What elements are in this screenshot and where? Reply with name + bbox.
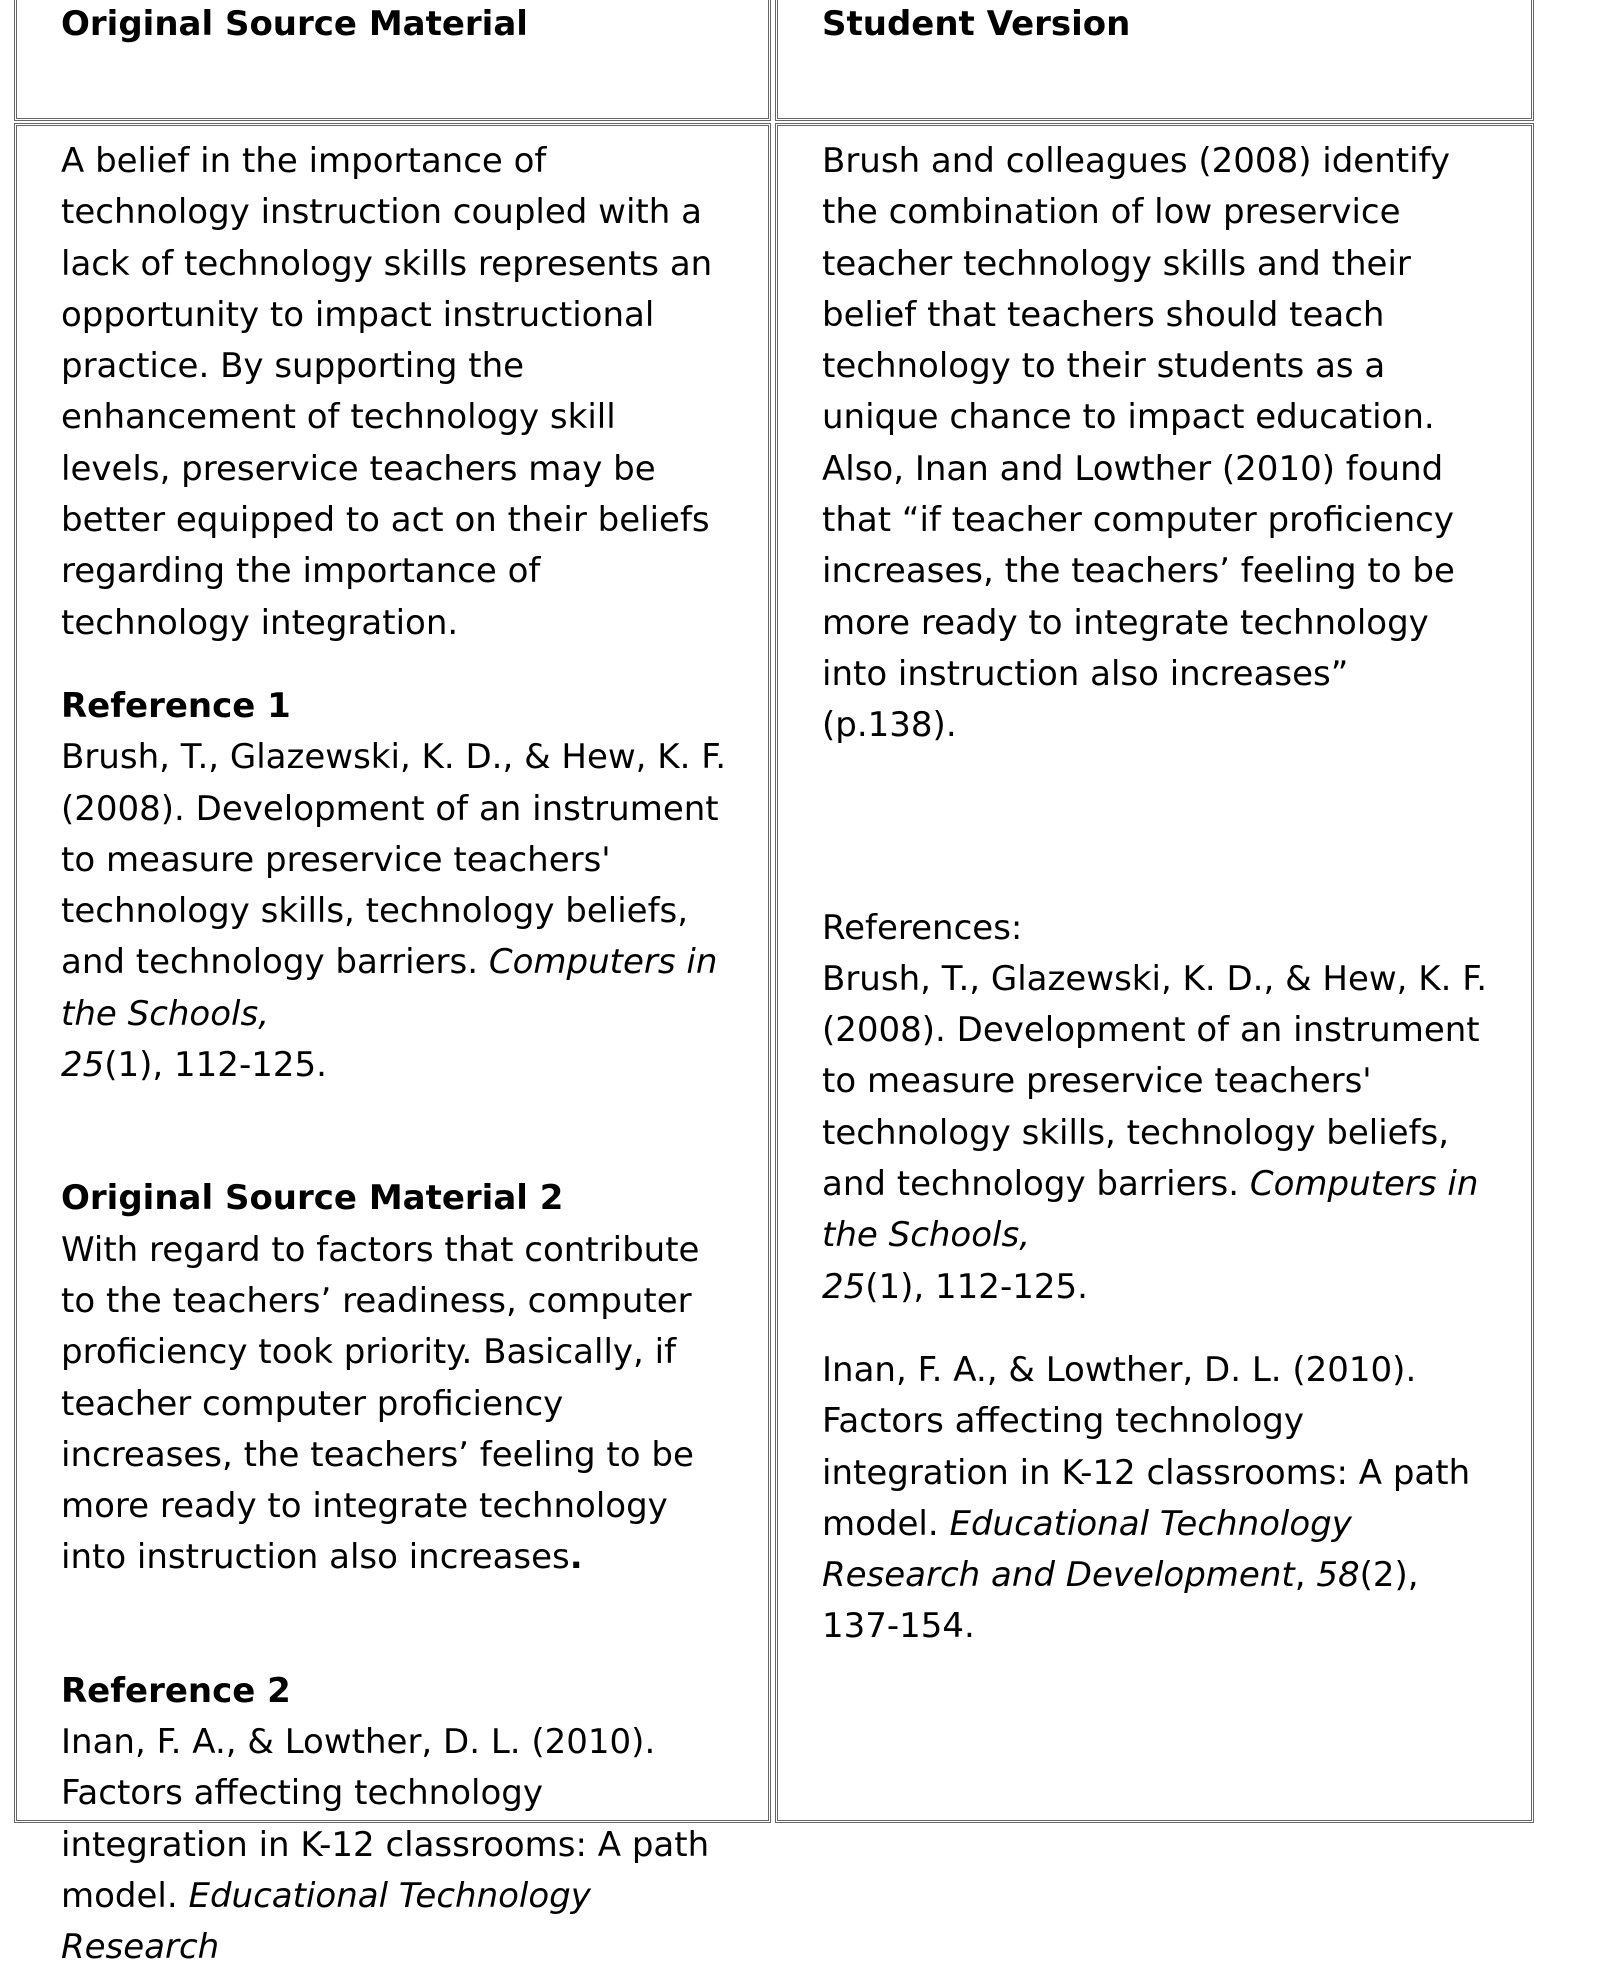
reference-1-heading: Reference 1 xyxy=(61,685,291,726)
student-paragraph: Brush and colleagues (2008) identify the combination of low preservice teacher technology skills and their belief that teachers should teach technology to their students as a unique chance to impact education. Also, Inan and Lowther (2010) found that “if teacher computer proficiency increases, the teachers’ feeling to be more ready to integrate technology into instruction also increases” (p.138). xyxy=(822,141,1455,746)
student-reference-2-journal: Educational Technology Research and Development xyxy=(822,1503,1352,1596)
header-original-source: Original Source Material xyxy=(61,4,528,44)
student-reference-1 xyxy=(822,954,1491,1313)
student-reference-2-sep: , xyxy=(1294,1555,1317,1596)
reference-1-volume: 25 xyxy=(61,1045,105,1086)
source-2-text: With regard to factors that contribute to the teachers’ readiness, computer proficiency took priority. Basically, if teacher computer proficiency increases, the teachers’ feeling to be more ready to integrate technology into instruction also increases xyxy=(61,1229,700,1578)
reference-1-block xyxy=(61,681,728,1091)
reference-2-journal: Educational Technology Research xyxy=(61,1875,591,1968)
reference-2-heading: Reference 2 xyxy=(61,1670,291,1711)
references-label: References: xyxy=(822,907,1023,948)
student-version-cell xyxy=(775,123,1534,1823)
source-2-period: . xyxy=(569,1537,583,1578)
reference-2-block xyxy=(61,1666,728,1974)
source-2-heading: Original Source Material 2 xyxy=(61,1178,564,1219)
student-reference-1-journal: Computers in the Schools, xyxy=(822,1164,1479,1256)
student-reference-2-volume: 58 xyxy=(1316,1555,1360,1596)
header-student-version: Student Version xyxy=(822,4,1131,44)
header-cell-original xyxy=(14,0,771,121)
reference-1-journal: Computers in the Schools, xyxy=(61,942,718,1034)
student-reference-2-issue-pages: (2), 137-154. xyxy=(822,1555,1419,1647)
original-source-cell xyxy=(14,123,771,1968)
original-paragraph: A belief in the importance of technology instruction coupled with a lack of technology skills represents an opportunity to impact instructional practice. By supporting the enhancement of technology skill levels, preservice teachers may be better equipped to act on their beliefs regarding the importance of technology integration. xyxy=(61,141,713,643)
student-reference-1-text: Brush, T., Glazewski, K. D., & Hew, K. F. (2008). Development of an instrument to measure preservice teachers' technology skills, technology beliefs, and technology barriers. xyxy=(822,958,1488,1205)
reference-1-text: Brush, T., Glazewski, K. D., & Hew, K. F. (2008). Development of an instrument to measure preservice teachers' technology skills, technology beliefs, and technology barriers. xyxy=(61,737,727,983)
student-reference-2-text: Inan, F. A., & Lowther, D. L. (2010). Factors affecting technology integration in K-12 classrooms: A path model. xyxy=(822,1349,1471,1544)
header-cell-student xyxy=(775,0,1534,121)
reference-1-issue-pages: (1), 112-125. xyxy=(104,1045,327,1086)
student-reference-2 xyxy=(822,1345,1491,1653)
student-reference-1-issue-pages: (1), 112-125. xyxy=(865,1266,1088,1307)
source-2-block xyxy=(61,1173,728,1583)
student-reference-1-volume: 25 xyxy=(822,1266,866,1307)
reference-2-text: Inan, F. A., & Lowther, D. L. (2010). Factors affecting technology integration in K-12 classrooms: A path model. xyxy=(61,1722,710,1916)
